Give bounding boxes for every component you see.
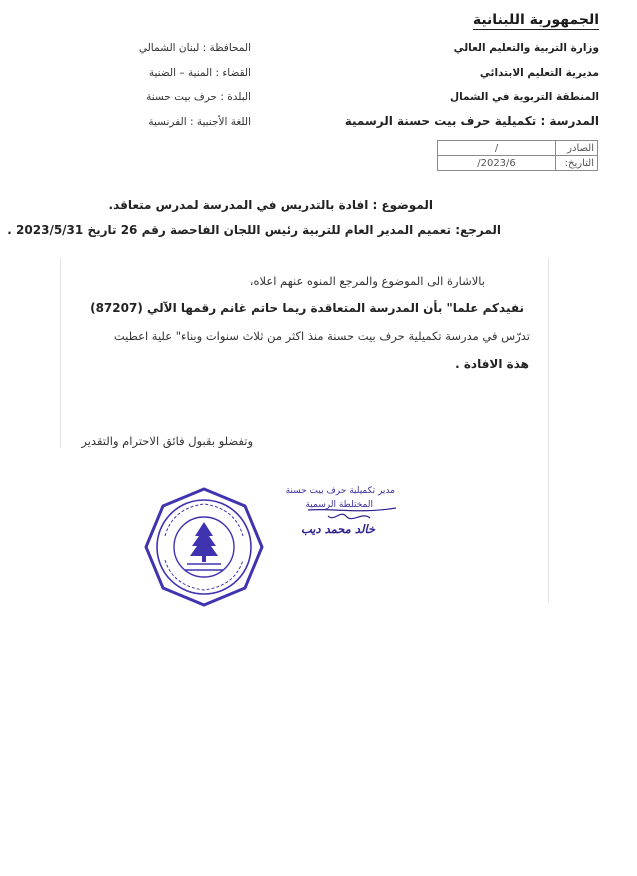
scan-edge-line: [548, 258, 549, 603]
governorate-line: المحافظة : لبنان الشمالي: [138, 42, 251, 54]
reference-box: [437, 140, 598, 171]
directorate-line: مديرية التعليم الابتدائي: [479, 67, 599, 79]
town-line: البلدة : حرف بيت حسنة: [146, 91, 251, 103]
body-line-duration: تدرّس في مدرسة تكميلية حرف بيت حسنة منذ اكثر من ثلاث سنوات وبناء" علية اعطيت: [113, 329, 530, 343]
body-line-teacher: نفيدكم علما" بأن المدرسة المتعاقدة ريما حاتم غانم رقمها الآلي (87207): [90, 301, 524, 315]
signature-title: مدير تكميلية حرف بيت حسنة: [285, 486, 395, 496]
school-line: المدرسة : تكميلية حرف بيت حسنة الرسمية: [344, 114, 599, 128]
official-stamp: [143, 486, 265, 608]
reference-line: المرجع: تعميم المدير العام للتربية رئيس اللجان الفاحصة رقم 26 تاريخ 2023/5/31 .: [7, 223, 501, 237]
signature-name: خالد محمد ديب: [300, 522, 375, 536]
body-line-intro: بالاشارة الى الموضوع والمرجع المنوه عنهم اعلاه،: [249, 274, 485, 288]
issued-label: الصادر: [556, 141, 598, 156]
body-line-conclusion: هذة الافادة .: [455, 357, 529, 371]
subject-line: الموضوع : افادة بالتدريس في المدرسة لمدرس متعاقد.: [108, 198, 433, 212]
date-label: التاريخ:: [556, 156, 598, 171]
ministry-line: وزارة التربية والتعليم العالي: [453, 42, 599, 54]
date-value: 2023/6/: [438, 156, 556, 171]
region-line: المنطقة التربوية في الشمال: [450, 91, 599, 103]
closing-line: وتفضلو بقبول فائق الاحترام والتقدير: [81, 434, 253, 448]
issued-value: /: [438, 141, 556, 156]
country-title: الجمهورية اللبنانية: [472, 12, 599, 28]
district-line: القضاء : المنية – الضنية: [148, 67, 251, 79]
signature-subtitle: المختلطة الرسمية: [305, 500, 373, 510]
foreign-language-line: اللغة الأجنبية : الفرنسية: [148, 116, 251, 128]
scan-edge-line: [60, 258, 61, 448]
